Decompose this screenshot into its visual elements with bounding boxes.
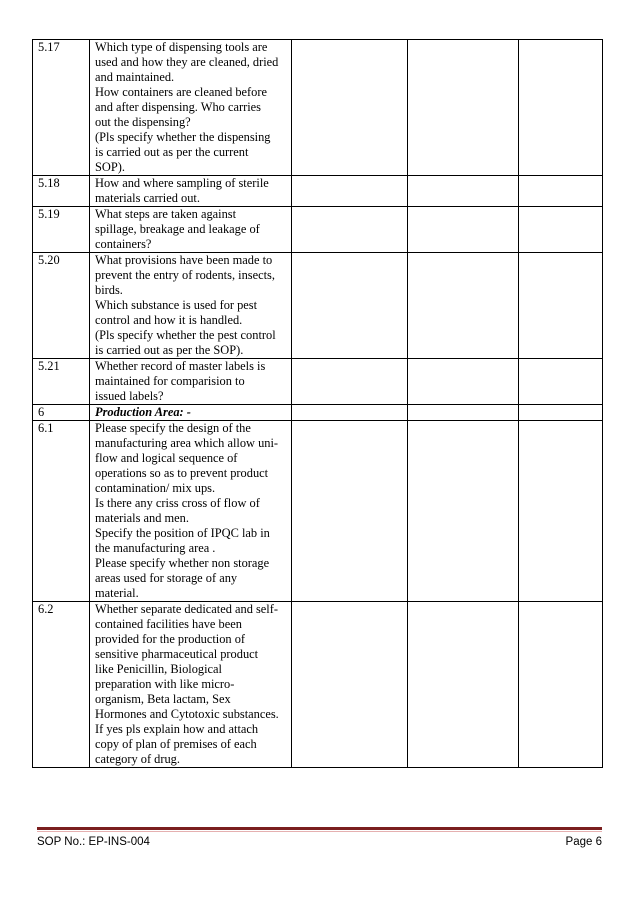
answer-cell	[519, 207, 603, 253]
question-text	[90, 207, 292, 253]
question-line: materials and men.	[95, 511, 189, 525]
question-line: Which substance is used for pest	[95, 298, 258, 312]
answer-cell	[408, 253, 519, 359]
question-line: used and how they are cleaned, dried	[95, 55, 279, 69]
question-line: the manufacturing area .	[95, 541, 216, 555]
question-line: and maintained.	[95, 70, 175, 84]
answer-cell	[408, 176, 519, 207]
question-line: material.	[95, 586, 139, 600]
answer-cell	[292, 40, 408, 176]
checklist-row	[33, 253, 603, 359]
item-number: 5.17	[33, 40, 90, 176]
question-line: SOP).	[95, 160, 125, 174]
answer-cell	[408, 421, 519, 602]
question-line: flow and logical sequence of	[95, 451, 238, 465]
item-number: 6.2	[33, 602, 90, 768]
question-line: Hormones and Cytotoxic substances.	[95, 707, 279, 721]
answer-cell	[408, 405, 519, 421]
checklist-body	[33, 40, 603, 768]
question-text	[90, 253, 292, 359]
question-line: contained facilities have been	[95, 617, 242, 631]
answer-cell	[519, 176, 603, 207]
question-line: prevent the entry of rodents, insects,	[95, 268, 275, 282]
question-line: is carried out as per the SOP).	[95, 343, 244, 357]
answer-cell	[519, 602, 603, 768]
checklist-row	[33, 359, 603, 405]
question-text	[90, 359, 292, 405]
question-line: (Pls specify whether the pest control	[95, 328, 276, 342]
question-line: containers?	[95, 237, 152, 251]
question-line: Specify the position of IPQC lab in	[95, 526, 270, 540]
question-line: control and how it is handled.	[95, 313, 243, 327]
item-number: 5.18	[33, 176, 90, 207]
answer-cell	[292, 176, 408, 207]
question-line: organism, Beta lactam, Sex	[95, 692, 231, 706]
question-line: birds.	[95, 283, 123, 297]
question-line: Please specify whether non storage	[95, 556, 270, 570]
answer-cell	[408, 602, 519, 768]
checklist-row	[33, 602, 603, 768]
question-line: If yes pls explain how and attach	[95, 722, 259, 736]
question-line: issued labels?	[95, 389, 164, 403]
page-number: Page 6	[565, 836, 602, 848]
answer-cell	[519, 421, 603, 602]
question-line: (Pls specify whether the dispensing	[95, 130, 271, 144]
question-line: Production Area: -	[95, 405, 191, 419]
item-number: 6.1	[33, 421, 90, 602]
question-line: Which type of dispensing tools are	[95, 40, 268, 54]
answer-cell	[292, 359, 408, 405]
footer-divider	[37, 827, 602, 831]
checklist-row	[33, 176, 603, 207]
question-line: is carried out as per the current	[95, 145, 249, 159]
item-number: 5.21	[33, 359, 90, 405]
question-line: maintained for comparision to	[95, 374, 245, 388]
question-line: areas used for storage of any	[95, 571, 238, 585]
checklist-row	[33, 405, 603, 421]
question-line: Whether separate dedicated and self-	[95, 602, 279, 616]
question-line: preparation with like micro-	[95, 677, 235, 691]
checklist-row	[33, 207, 603, 253]
answer-cell	[519, 40, 603, 176]
question-line: out the dispensing?	[95, 115, 191, 129]
question-line: contamination/ mix ups.	[95, 481, 216, 495]
answer-cell	[292, 207, 408, 253]
question-line: materials carried out.	[95, 191, 200, 205]
question-line: copy of plan of premises of each	[95, 737, 257, 751]
question-line: spillage, breakage and leakage of	[95, 222, 260, 236]
question-text	[90, 40, 292, 176]
inspection-checklist-table	[32, 39, 603, 768]
question-line: sensitive pharmaceutical product	[95, 647, 259, 661]
question-line: Please specify the design of the	[95, 421, 251, 435]
question-line: and after dispensing. Who carries	[95, 100, 261, 114]
checklist-row	[33, 40, 603, 176]
sop-number: SOP No.: EP-INS-004	[37, 836, 150, 848]
question-line: Is there any criss cross of flow of	[95, 496, 260, 510]
question-line: manufacturing area which allow uni-	[95, 436, 279, 450]
answer-cell	[519, 359, 603, 405]
answer-cell	[292, 405, 408, 421]
question-line: provided for the production of	[95, 632, 246, 646]
answer-cell	[292, 253, 408, 359]
question-line: like Penicillin, Biological	[95, 662, 222, 676]
question-line: How containers are cleaned before	[95, 85, 267, 99]
question-line: category of drug.	[95, 752, 180, 766]
answer-cell	[408, 207, 519, 253]
question-line: What steps are taken against	[95, 207, 237, 221]
section-heading	[90, 405, 292, 421]
item-number: 5.20	[33, 253, 90, 359]
answer-cell	[292, 602, 408, 768]
answer-cell	[519, 253, 603, 359]
item-number: 6	[33, 405, 90, 421]
item-number: 5.19	[33, 207, 90, 253]
answer-cell	[519, 405, 603, 421]
answer-cell	[408, 359, 519, 405]
answer-cell	[408, 40, 519, 176]
question-text	[90, 602, 292, 768]
question-line: How and where sampling of sterile	[95, 176, 269, 190]
question-line: Whether record of master labels is	[95, 359, 266, 373]
question-text	[90, 176, 292, 207]
answer-cell	[292, 421, 408, 602]
question-text	[90, 421, 292, 602]
question-line: operations so as to prevent product	[95, 466, 269, 480]
question-line: What provisions have been made to	[95, 253, 273, 267]
checklist-row	[33, 421, 603, 602]
